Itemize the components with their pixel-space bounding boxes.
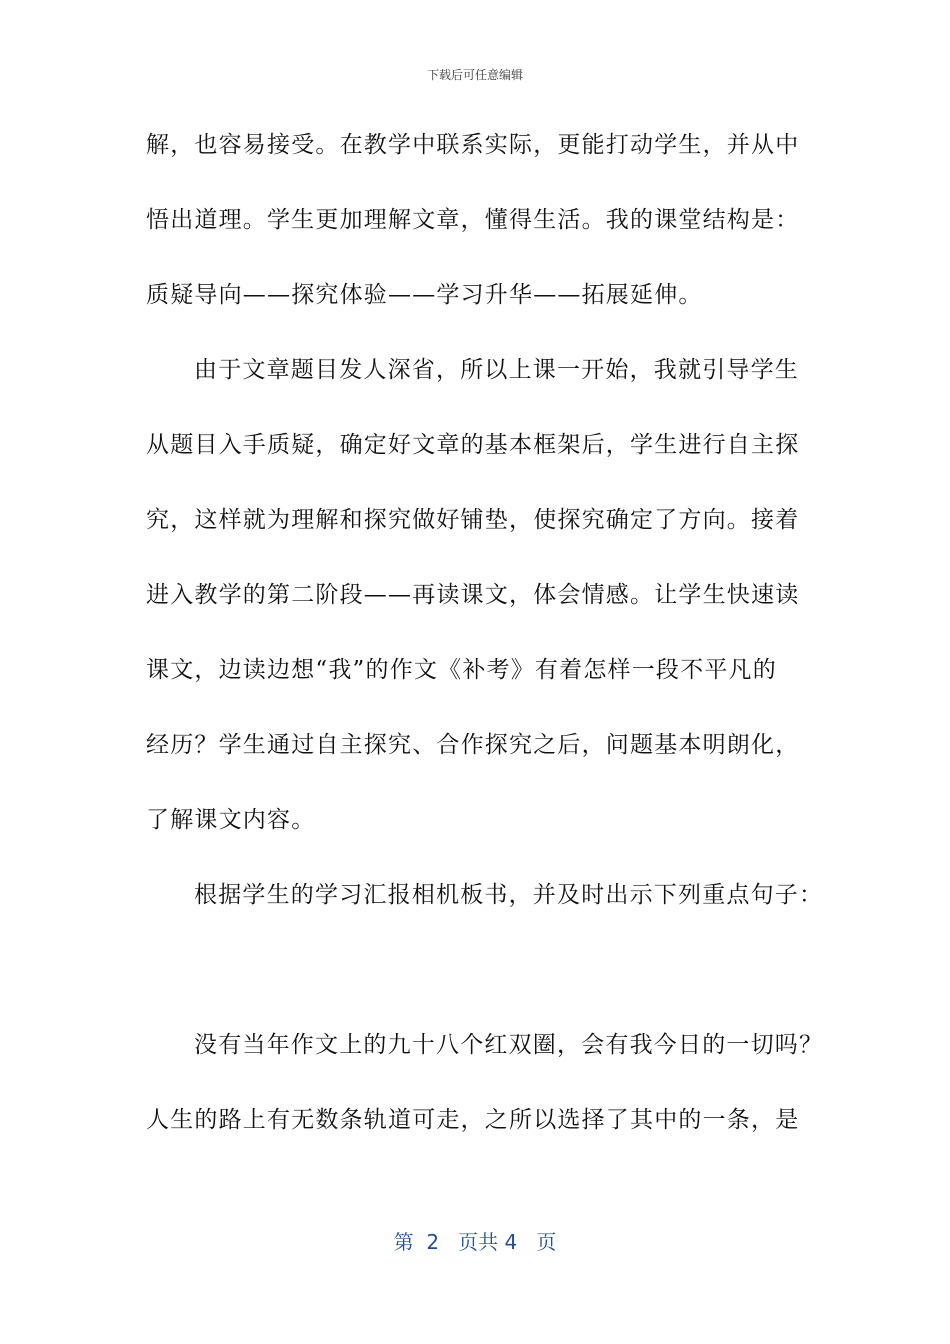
paragraph-line: 人生的路上有无数条轨道可走，之所以选择了其中的一条，是	[146, 1107, 800, 1133]
paragraph-line: 课文，边读边想“我”的作文《补考》有着怎样一段不平凡的	[146, 657, 777, 683]
paragraph-line: 究，这样就为理解和探究做好铺垫，使探究确定了方向。接着	[146, 507, 800, 533]
paragraph-line: 进入教学的第二阶段——再读课文，体会情感。让学生快速读	[146, 582, 800, 608]
paragraph-line: 质疑导向——探究体验——学习升华——拓展延伸。	[146, 282, 703, 308]
paragraph-line: 了解课文内容。	[146, 807, 316, 833]
paragraph-line: 悟出道理。学生更加理解文章，懂得生活。我的课堂结构是：	[146, 207, 800, 233]
page-header: 下载后可任意编辑	[426, 68, 523, 82]
paragraph-line: 根据学生的学习汇报相机板书，并及时出示下列重点句子：	[194, 882, 824, 908]
paragraph-line: 由于文章题目发人深省，所以上课一开始，我就引导学生	[194, 357, 799, 383]
page-number-footer: 第 2 页共 4 页	[393, 1230, 557, 1254]
paragraph-line: 经历？学生通过自主探究、合作探究之后，问题基本明朗化，	[146, 732, 800, 758]
paragraph-line: 从题目入手质疑，确定好文章的基本框架后，学生进行自主探	[146, 432, 800, 458]
paragraph-line: 解，也容易接受。在教学中联系实际，更能打动学生，并从中	[146, 132, 800, 158]
paragraph-line: 没有当年作文上的九十八个红双圈，会有我今日的一切吗？	[194, 1032, 824, 1058]
